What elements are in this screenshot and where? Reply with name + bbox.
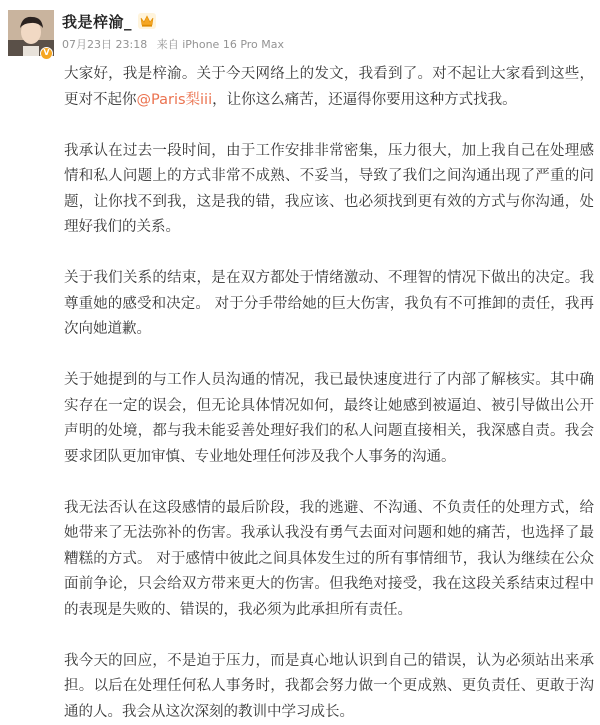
paragraph-6: 我今天的回应，不是迫于压力，而是真心地认识到自己的错误，认为必须站出来承担。以后在处理任何私人事务时，我都会努力做一个更成熟、更负责任、更敢于沟通的人。我会从这次深刻的教训中学习成长。 — [64, 649, 594, 725]
post-meta — [62, 36, 290, 50]
paragraph-1-text-a: 大家好，我是梓渝。关于今天网络上的发文，我看到了。对不起让大家看到这些，更对不起你 — [64, 66, 594, 108]
username[interactable]: 我是梓渝_ — [62, 11, 132, 32]
paragraph-3: 关于我们关系的结束，是在双方都处于情绪激动、不理智的情况下做出的决定。我尊重她的感受和决定。 对于分手带给她的巨大伤害，我负有不可推卸的责任，我再次向她道歉。 — [64, 266, 594, 343]
paragraph-2: 我承认在过去一段时间，由于工作安排非常密集，压力很大，加上我自己在处理感情和私人问题上的方式非常不成熟、不妥当，导致了我们之间沟通出现了严重的问题，让你找不到我，这是我的错，我应该、也必须找到更有效的方式与你沟通，处理好我们的关系。 — [64, 139, 594, 241]
paragraph-5: 我无法否认在这段感情的最后阶段，我的逃避、不沟通、不负责任的处理方式，给她带来了无法弥补的伤害。我承认我没有勇气去面对问题和她的痛苦，也选择了最糟糕的方式。 对于感情中彼此之间具体发生过的所有事情细节，我认为继续在公众面前争论，只会给双方带来更大的伤害。但我绝对接受，我在这段关系结束过程中的表现是失败的、错误的，我必须为此承担所有责任。 — [64, 496, 594, 624]
post-time[interactable]: 07月23日 23:18 — [62, 38, 147, 51]
paragraph-4: 关于她提到的与工作人员沟通的情况，我已最快速度进行了内部了解核实。其中确实存在一定的误会，但无论具体情况如何，最终让她感到被逼迫、被引导做出公开声明的处境，都与我未能妥善处理好我们的私人问题直接相关，我深感自责。我会要求团队更加审慎、专业地处理任何涉及我个人事务的沟通。 — [64, 368, 594, 470]
verified-v-icon: V — [40, 47, 53, 60]
user-mention-link[interactable]: @Paris梨iii — [137, 92, 213, 108]
crown-icon[interactable] — [138, 13, 156, 29]
post-content — [64, 62, 594, 725]
paragraph-1-text-b: ，让你这么痛苦，还逼得你要用这种方式找我。 — [212, 92, 517, 108]
post-header — [62, 10, 290, 50]
paragraph-1 — [64, 62, 594, 113]
post-source: 来自 iPhone 16 Pro Max — [157, 38, 284, 51]
